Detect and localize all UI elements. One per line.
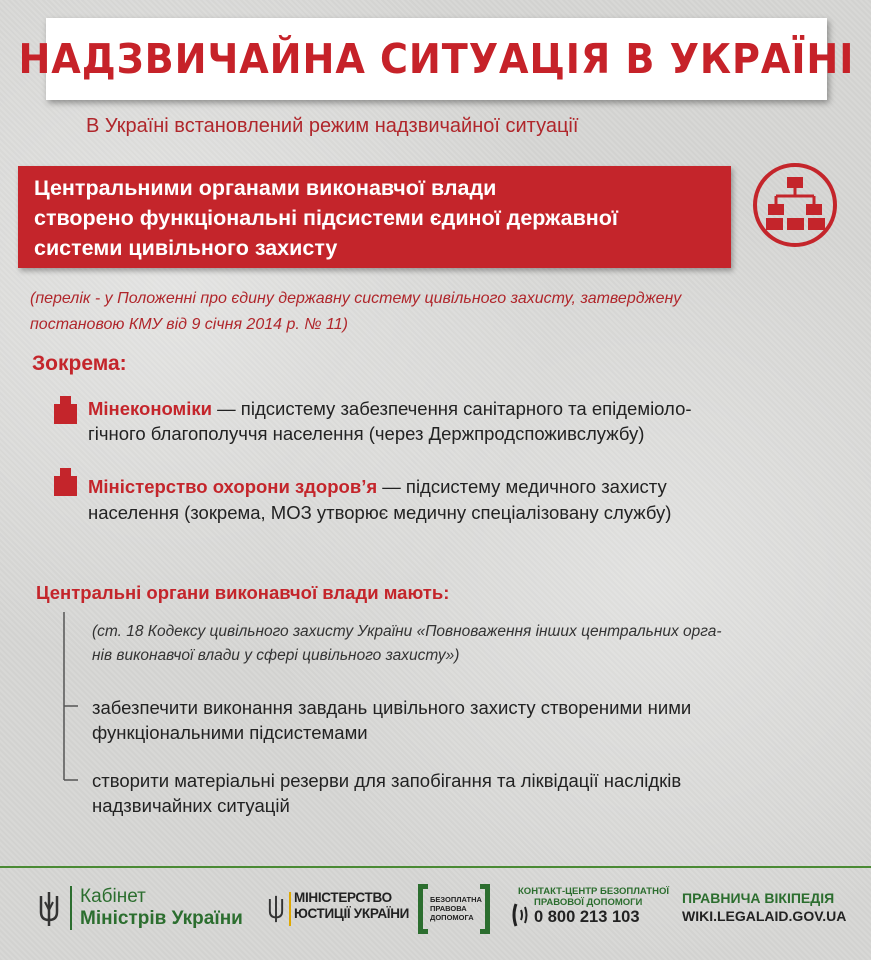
- building-icon: [52, 466, 79, 496]
- duty-2-line-2: надзвичайних ситуацій: [92, 795, 290, 816]
- item-1-name: Мінекономіки: [88, 398, 213, 419]
- panel-line-1: Центральними органами виконавчої влади: [34, 176, 497, 200]
- wiki-line-2: WIKI.LEGALAID.GOV.UA: [682, 908, 847, 924]
- item-2-name: Міністерство охорони здоров’я: [88, 476, 378, 497]
- item-1-line-2: гічного благополуччя населення (через Держпродспоживслужбу): [88, 423, 645, 444]
- page-title: НАДЗВИЧАЙНА СИТУАЦІЯ В УКРАЇНІ: [18, 35, 855, 83]
- cabinet-divider: [70, 886, 72, 930]
- item-1-line-1: [88, 398, 692, 420]
- item-2-line-1: [88, 476, 667, 498]
- legal-aid-line-1: БЕЗОПЛАТНА: [430, 895, 482, 904]
- trident-icon: [266, 894, 286, 924]
- building-icon: [52, 394, 79, 424]
- phone-icon: [512, 902, 528, 928]
- note-line-1: (перелік - у Положенні про єдину державну систему цивільного захисту, затверджену: [30, 290, 682, 307]
- panel-line-3: системи цивільного захисту: [34, 236, 338, 260]
- item-2-rest: — підсистему медичного захисту: [377, 476, 667, 497]
- duties-ref-line-2: нів виконавчої влади у сфері цивільного захисту»): [92, 647, 460, 664]
- duty-2-line-1: створити матеріальні резерви для запобігання та ліквідації наслідків: [92, 770, 682, 791]
- zokrema-heading: Зокрема:: [32, 352, 127, 375]
- minjust-divider: [289, 892, 291, 926]
- contact-line-1: КОНТАКТ-ЦЕНТР БЕЗОПЛАТНОЇ: [518, 886, 669, 897]
- note-line-2: постановою КМУ від 9 січня 2014 р. № 11): [30, 316, 348, 333]
- minjust-line-1: МІНІСТЕРСТВО: [294, 890, 392, 905]
- duty-1-line-2: функціональними підсистемами: [92, 722, 368, 743]
- minjust-line-2: ЮСТИЦІЇ УКРАЇНИ: [294, 906, 410, 921]
- title-banner: [18, 18, 855, 100]
- legal-aid-line-2: ПРАВОВА: [430, 904, 467, 913]
- duties-ref-line-1: (ст. 18 Кодексу цивільного захисту України «Повноваження інших центральних орга-: [92, 623, 722, 640]
- duties-heading: Центральні органи виконавчої влади мають:: [36, 582, 450, 603]
- cabinet-line-2: Міністрів України: [80, 908, 243, 929]
- item-2-line-2: населення (зокрема, МОЗ утворює медичну спеціалізовану службу): [88, 502, 672, 523]
- footer: [0, 868, 871, 960]
- hierarchy-icon: [750, 160, 840, 250]
- contact-line-2: ПРАВОВОЇ ДОПОМОГИ: [534, 897, 643, 908]
- wiki-line-1: ПРАВНИЧА ВІКІПЕДІЯ: [682, 890, 835, 906]
- contact-phone: 0 800 213 103: [534, 908, 640, 926]
- subtitle: В Україні встановлений режим надзвичайної ситуації: [86, 115, 579, 137]
- duty-1-line-1: забезпечити виконання завдань цивільного захисту створеними ними: [92, 697, 692, 718]
- legal-aid-line-3: ДОПОМОГА: [430, 913, 474, 922]
- trident-icon: [36, 890, 62, 928]
- panel-line-2: створено функціональні підсистеми єдиної державної: [34, 206, 618, 230]
- item-1-rest: — підсистему забезпечення санітарного та епідеміоло-: [212, 398, 692, 419]
- legal-aid-logo: [418, 884, 490, 934]
- red-info-panel: [18, 166, 731, 268]
- bracket-line: [58, 612, 80, 788]
- cabinet-line-1: Кабінет: [80, 886, 146, 907]
